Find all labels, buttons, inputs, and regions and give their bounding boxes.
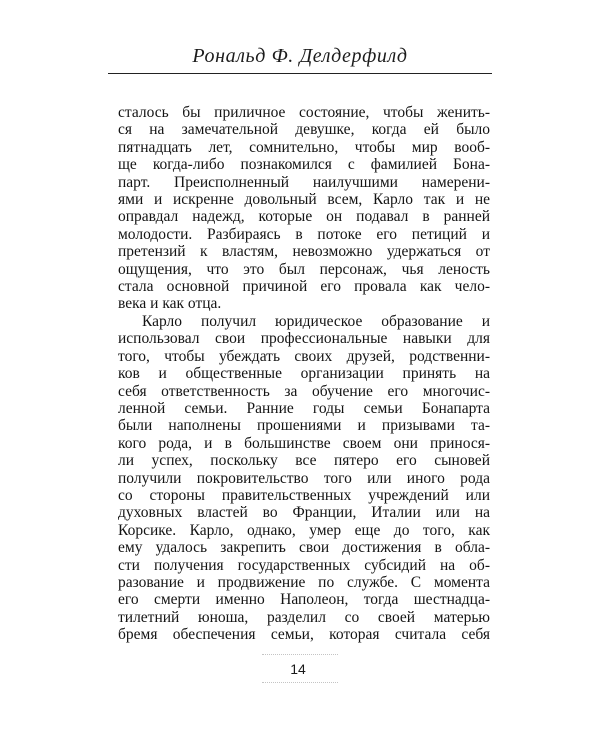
- text-line: ощущения, что это был персонаж, чья леность: [118, 260, 490, 278]
- page-number: 14: [290, 661, 306, 677]
- text-line: претензий к властям, невозможно удержаться от: [118, 243, 490, 261]
- text-line: использовал свои профессиональные навыки для: [118, 330, 490, 348]
- running-header: Рональд Ф. Делдерфилд: [192, 45, 408, 67]
- text-line: века и как отца.: [118, 295, 222, 313]
- text-line: разование и продвижение по службе. С момента: [118, 573, 490, 591]
- text-line: ще когда-либо познакомился с фамилией Бона-: [118, 156, 490, 174]
- text-line: пятнадцать лет, сомнительно, чтобы мир вооб-: [118, 138, 490, 156]
- page-footer: [0, 650, 600, 690]
- text-line: ему удалось закрепить свои достижения в обла-: [118, 539, 490, 557]
- text-line: со стороны правительственных учреждений или: [118, 486, 490, 504]
- text-line: Карло получил юридическое образование и: [142, 312, 490, 330]
- text-line: бремя обеспечения семьи, которая считала себя: [118, 626, 490, 644]
- text-line: стала основной причиной его провала как чело-: [118, 278, 490, 296]
- text-line: получили покровительство того или иного рода: [118, 469, 490, 487]
- text-line: того, чтобы убеждать своих друзей, родственни-: [118, 347, 490, 365]
- text-line: оправдал надежд, которые он подавал в ранней: [118, 208, 490, 226]
- text-line: были наполнены прошениями и призывами та-: [118, 417, 490, 435]
- paragraph-1: [118, 104, 490, 313]
- text-line: сталось бы приличное состояние, чтобы женить-: [118, 104, 490, 121]
- text-line: тилетний юноша, разделил со своей матерью: [118, 608, 490, 626]
- text-line: сти получения государственных субсидий на об-: [118, 556, 490, 574]
- text-line: ся на замечательной девушке, когда ей было: [118, 121, 490, 139]
- header-rule: [108, 73, 492, 74]
- page-number-rule-bottom: [262, 682, 338, 683]
- text-line: его смерти именно Наполеон, тогда шестнадца-: [118, 591, 490, 609]
- text-line: себя ответственность за обучение его многочис-: [118, 382, 490, 400]
- page-number-rule-top: [262, 654, 338, 655]
- text-line: Корсике. Карло, однако, умер еще до того, как: [118, 521, 490, 539]
- text-line: ленной семьи. Ранние годы семьи Бонапарта: [118, 399, 490, 417]
- text-line: ями и искренне довольный всем, Карло так и не: [118, 191, 490, 209]
- text-line: кого рода, и в большинстве своем они принося-: [118, 434, 490, 452]
- text-line: молодости. Разбираясь в потоке его петиций и: [118, 225, 490, 243]
- paragraph-2: [118, 313, 490, 644]
- text-line: духовных властей во Франции, Италии или на: [118, 504, 490, 522]
- body-text: [118, 104, 490, 644]
- text-line: ков и общественные организации принять на: [118, 365, 490, 383]
- text-line: парт. Преисполненный наилучшими намерени-: [118, 173, 490, 191]
- text-line: ли успех, поскольку все пятеро его сыновей: [118, 452, 490, 470]
